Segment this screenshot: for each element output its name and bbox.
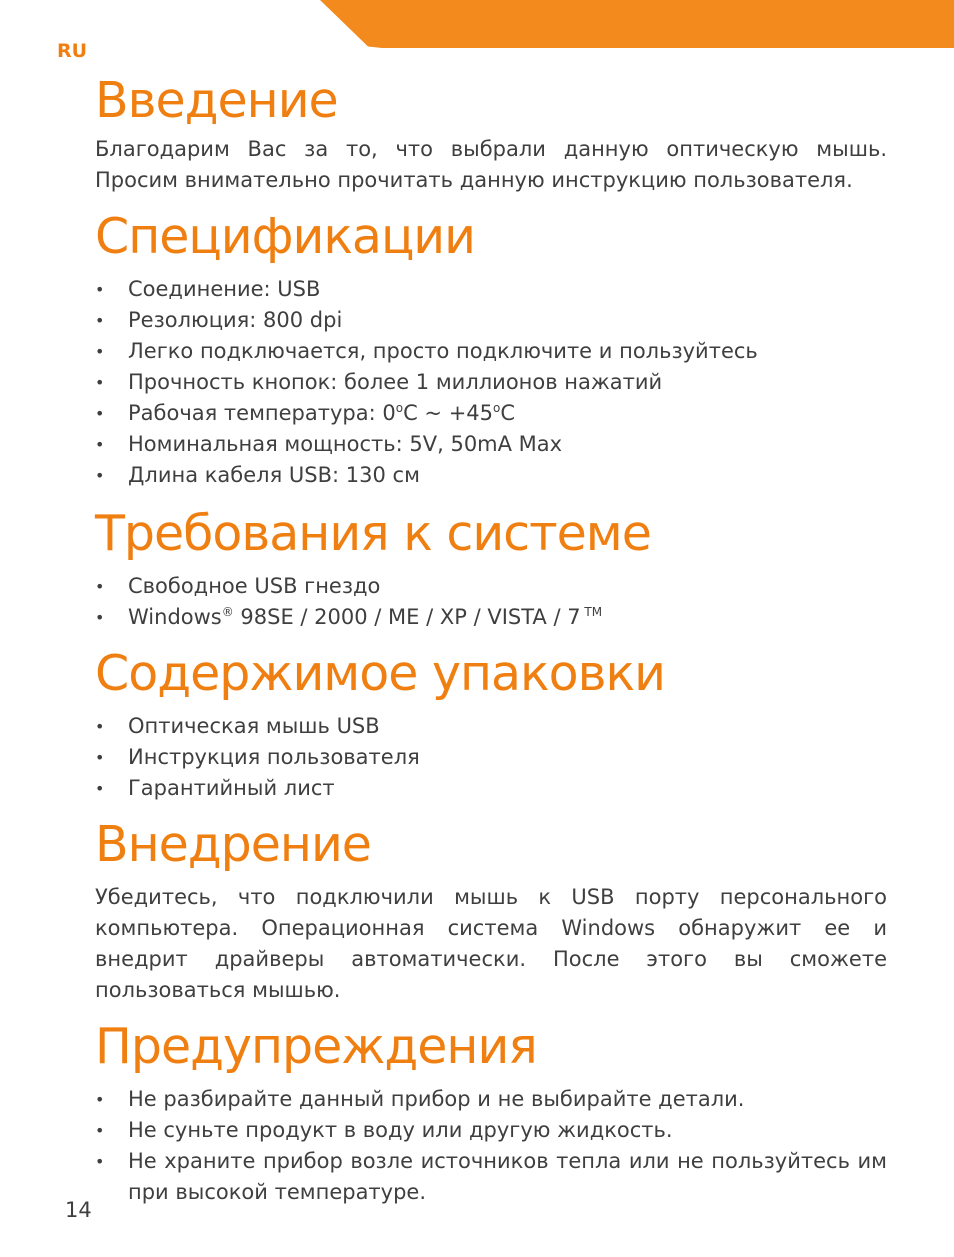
language-label: RU <box>57 40 88 62</box>
section-title-warnings: Предупреждения <box>95 1018 537 1075</box>
specs-list <box>95 274 887 491</box>
list-item: • Свободное USB гнездо <box>95 571 887 602</box>
list-item: • Не разбирайте данный прибор и не выбирайте детали. <box>95 1084 887 1115</box>
bullet-icon: • <box>95 1090 105 1109</box>
list-item: • Номинальная мощность: 5V, 50mA Max <box>95 429 887 460</box>
page-number: 14 <box>65 1198 92 1222</box>
list-item: • Оптическая мышь USB <box>95 711 887 742</box>
bullet-icon: • <box>95 435 105 454</box>
section-title-install: Внедрение <box>95 816 371 873</box>
section-intro <box>95 70 887 196</box>
section-requirements <box>95 503 887 633</box>
list-item: • Соединение: USB <box>95 274 887 305</box>
warnings-list <box>95 1084 887 1208</box>
bullet-icon: • <box>95 466 105 485</box>
list-item: • Прочность кнопок: более 1 миллионов нажатий <box>95 367 887 398</box>
section-title-requirements: Требования к системе <box>95 505 651 562</box>
section-package <box>95 643 887 804</box>
bullet-icon: • <box>95 608 105 627</box>
bullet-icon: • <box>95 311 105 330</box>
section-title-specs: Спецификации <box>95 208 475 265</box>
section-warnings <box>95 1016 887 1208</box>
bullet-icon: • <box>95 779 105 798</box>
document-body <box>95 70 887 1218</box>
header-accent-band <box>320 0 954 48</box>
bullet-icon: • <box>95 342 105 361</box>
list-item: • Гарантийный лист <box>95 773 887 804</box>
list-item: • Windows® 98SE / 2000 / ME / XP / VISTA / 7 ™ <box>95 602 887 633</box>
section-title-intro: Введение <box>95 72 338 129</box>
requirements-list <box>95 571 887 633</box>
bullet-icon: • <box>95 577 105 596</box>
bullet-icon: • <box>95 1121 105 1140</box>
section-specs <box>95 206 887 491</box>
bullet-icon: • <box>95 373 105 392</box>
bullet-icon: • <box>95 1152 105 1171</box>
bullet-icon: • <box>95 404 105 423</box>
bullet-icon: • <box>95 717 105 736</box>
list-item: • Рабочая температура: 0$^o$C ~ $+45^oC$ <box>95 398 887 429</box>
install-text: Убедитесь, что подключили мышь к USB порту персонального компьютера. Операционная система Windows обнаружит ее и внедрит драйверы автоматически. После этого вы сможете пользоваться мышью. <box>95 885 887 1002</box>
bullet-icon: • <box>95 748 105 767</box>
section-title-package: Содержимое упаковки <box>95 645 665 702</box>
list-item: • Не храните прибор возле источников тепла или не пользуйтесь им при высокой температуре. <box>95 1146 887 1208</box>
section-install <box>95 814 887 1006</box>
list-item: • Не суньте продукт в воду или другую жидкость. <box>95 1115 887 1146</box>
intro-text: Благодарим Вас за то, что выбрали данную оптическую мышь. Просим внимательно прочитать данную инструкцию пользователя. <box>95 137 887 192</box>
list-item: • Инструкция пользователя <box>95 742 887 773</box>
list-item: • Легко подключается, просто подключите и пользуйтесь <box>95 336 887 367</box>
list-item: • Длина кабеля USB: 130 см <box>95 460 887 491</box>
package-list <box>95 711 887 804</box>
bullet-icon: • <box>95 280 105 299</box>
list-item: • Резолюция: 800 dpi <box>95 305 887 336</box>
